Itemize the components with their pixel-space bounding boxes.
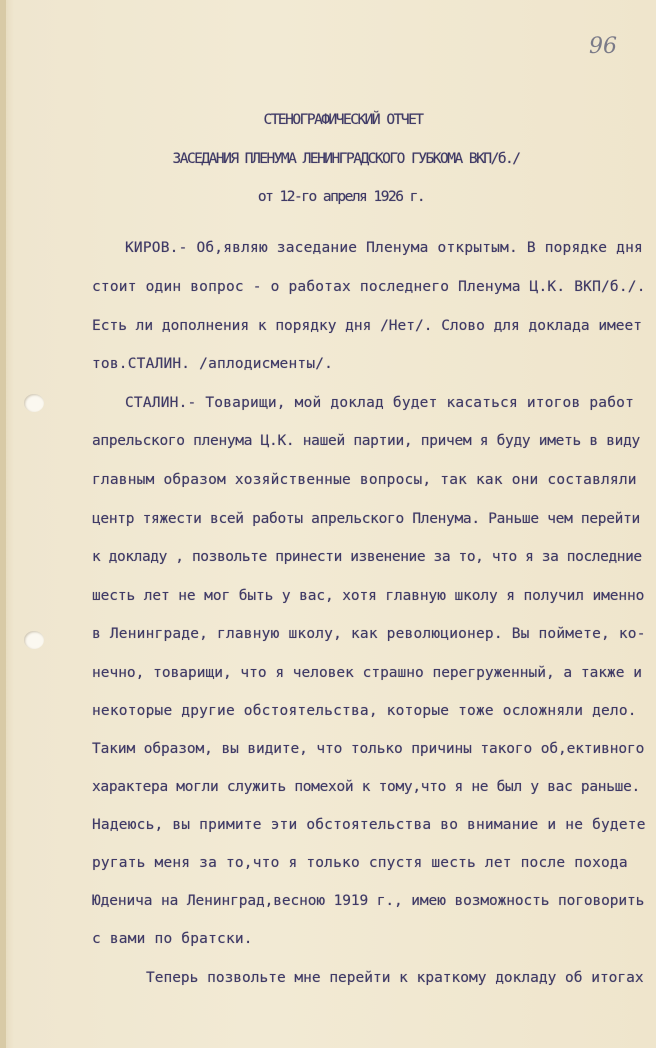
document-title: СТЕНОГРАФИЧЕСКИЙ ОТЧЕТ	[263, 112, 423, 128]
text-line: Надеюсь, вы примите эти обстоятельства во внимание и не будете	[92, 817, 646, 833]
text-line: центр тяжести всей работы апрельского Пленума. Раньше чем перейти	[92, 511, 640, 527]
text-line: Теперь позвольте мне перейти к краткому докладу об итогах	[146, 970, 644, 986]
text-line: апрельского пленума Ц.К. нашей партии, причем я буду иметь в виду	[92, 433, 640, 449]
text-line: КИРОВ.- Об,являю заседание Пленума открытым. В порядке дня	[125, 240, 643, 256]
text-line: ругать меня за то,что я только спустя шесть лет после похода	[92, 855, 628, 871]
text-line: к докладу , позвольте принести извенение за то, что я за последние	[92, 549, 642, 565]
text-line: шесть лет не мог быть у вас, хотя главную школу я получил именно	[92, 588, 645, 604]
text-line: тов.СТАЛИН. /аплодисменты/.	[92, 356, 334, 372]
page-number: 96	[589, 34, 617, 59]
text-line: некоторые другие обстоятельства, которые тоже осложняли дело.	[92, 703, 637, 719]
text-line: нечно, товарищи, что я человек страшно перегруженный, а также и	[92, 665, 642, 681]
document-date: от 12-го апреля 1926 г.	[257, 189, 425, 205]
text-line: главным образом хозяйственные вопросы, так как они составляли	[92, 472, 637, 488]
text-line: в Ленинграде, главную школу, как революционер. Вы поймете, ко-	[92, 626, 646, 642]
text-line: Юденича на Ленинград,весною 1919 г., имею возможность поговорить	[92, 893, 645, 909]
text-line: СТАЛИН.- Товарищи, мой доклад будет касаться итогов работ	[125, 395, 634, 411]
text-line: Есть ли дополнения к порядку дня /Нет/. Слово для доклада имеет	[92, 318, 642, 334]
punch-hole	[24, 631, 44, 649]
text-line: Таким образом, вы видите, что только причины такого об,ективного	[92, 741, 645, 757]
text-line: характера могли служить помехой к тому,что я не был у вас раньше.	[92, 779, 640, 795]
punch-hole	[24, 394, 44, 412]
text-line: стоит один вопрос - о работах последнего Пленума Ц.К. ВКП/б./.	[92, 279, 646, 295]
document-subtitle: ЗАСЕДАНИЯ ПЛЕНУМА ЛЕНИНГРАДСКОГО ГУБКОМА ВКП/б./	[172, 151, 520, 167]
text-line: с вами по братски.	[92, 931, 253, 947]
